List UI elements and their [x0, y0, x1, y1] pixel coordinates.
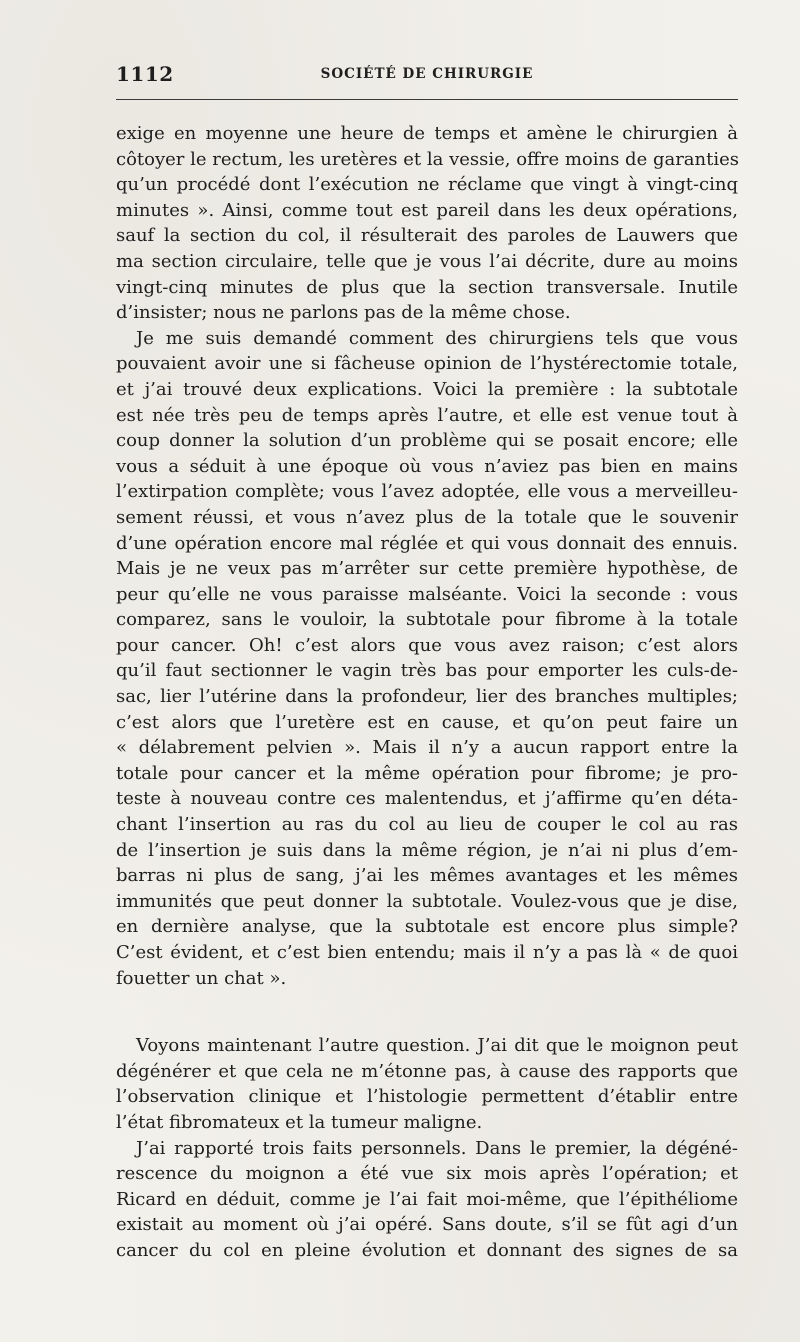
body-text [116, 121, 738, 1264]
text-line: minutes ». Ainsi, comme tout est pareil dans les deux opérations, [116, 199, 738, 221]
text-line: C’est évident, et c’est bien entendu; mais il n’y a pas là « de quoi [116, 942, 738, 963]
text-line: immunités que peut donner la subtotale. Voulez-vous que je dise, [116, 890, 738, 912]
page-header [116, 62, 738, 88]
text-line: teste à nouveau contre ces malentendus, et j’affirme qu’en déta- [116, 788, 738, 810]
text-line: cancer du col en pleine évolution et donnant des signes de sa [116, 1239, 738, 1261]
text-line: en dernière analyse, que la subtotale est encore plus simple? [116, 916, 738, 938]
text-line: pour cancer. Oh! c’est alors que vous avez raison; c’est alors [116, 634, 738, 656]
text-line: comparez, sans le vouloir, la subtotale pour fibrome à la totale [116, 609, 738, 631]
text-line: existait au moment où j’ai opéré. Sans doute, s’il se fût agi d’un [116, 1214, 738, 1236]
text-line: fouetter un chat ». [116, 967, 287, 989]
text-line: exige en moyenne une heure de temps et amène le chirurgien à [116, 123, 738, 144]
text-line: rescence du moignon a été vue six mois après l’opération; et [116, 1163, 738, 1185]
text-line: J’ai rapporté trois faits personnels. Dans le premier, la dégéné- [136, 1137, 738, 1159]
section-gap [116, 991, 738, 1033]
text-line: coup donner la solution d’un problème qui se posait encore; elle [116, 430, 738, 452]
text-line: Mais je ne veux pas m’arrêter sur cette première hypothèse, de [116, 558, 738, 580]
text-line: de l’insertion je suis dans la même région, je n’ai ni plus d’em- [116, 839, 738, 861]
text-line: qu’un procédé dont l’exécution ne réclame que vingt à vingt-cinq [116, 174, 738, 196]
running-title: SOCIÉTÉ DE CHIRURGIE [320, 66, 534, 82]
text-line: l’observation clinique et l’histologie permettent d’établir entre [116, 1086, 738, 1108]
text-line: ma section circulaire, telle que je vous l’ai décrite, dure au moins [116, 250, 738, 272]
page-number: 1112 [116, 62, 174, 86]
text-line: côtoyer le rectum, les uretères et la vessie, offre moins de garanties [116, 148, 740, 170]
text-line: l’état fibromateux et la tumeur maligne. [116, 1111, 483, 1133]
text-line: d’une opération encore mal réglée et qui vous donnait des ennuis. [116, 532, 738, 554]
text-line: Je me suis demandé comment des chirurgiens tels que vous [136, 327, 738, 349]
text-line: et j’ai trouvé deux explications. Voici la première : la subtotale [116, 378, 738, 400]
text-line: dégénérer et que cela ne m’étonne pas, à cause des rapports que [116, 1060, 738, 1082]
text-line: « délabrement pelvien ». Mais il n’y a aucun rapport entre la [116, 737, 738, 759]
header-rule [116, 99, 738, 100]
text-line: vous a séduit à une époque où vous n’aviez pas bien en mains [116, 455, 738, 477]
text-line: sac, lier l’utérine dans la profondeur, lier des branches multiples; [116, 686, 738, 708]
text-line: vingt-cinq minutes de plus que la section transversale. Inutile [116, 276, 738, 298]
text-line: qu’il faut sectionner le vagin très bas pour emporter les culs-de- [116, 660, 738, 682]
text-line: peur qu’elle ne vous paraisse malséante. Voici la seconde : vous [116, 583, 738, 605]
text-line: est née très peu de temps après l’autre, et elle est venue tout à [116, 404, 738, 426]
text-line: sauf la section du col, il résulterait des paroles de Lauwers que [116, 225, 738, 247]
text-line: l’extirpation complète; vous l’avez adoptée, elle vous a merveilleu- [116, 481, 738, 503]
text-line: d’insister; nous ne parlons pas de la même chose. [116, 302, 571, 324]
text-line: chant l’insertion au ras du col au lieu de couper le col au ras [116, 814, 738, 836]
text-line: Ricard en déduit, comme je l’ai fait moi-même, que l’épithéliome [116, 1188, 738, 1210]
text-line: c’est alors que l’uretère est en cause, et qu’on peut faire un [116, 711, 738, 733]
text-line: totale pour cancer et la même opération pour fibrome; je pro- [116, 762, 738, 784]
text-line: pouvaient avoir une si fâcheuse opinion de l’hystérectomie totale, [116, 353, 738, 375]
text-line: barras ni plus de sang, j’ai les mêmes avantages et les mêmes [116, 865, 738, 887]
text-line: sement réussi, et vous n’avez plus de la totale que le souvenir [116, 506, 738, 528]
text-line: Voyons maintenant l’autre question. J’ai dit que le moignon peut [136, 1035, 738, 1057]
